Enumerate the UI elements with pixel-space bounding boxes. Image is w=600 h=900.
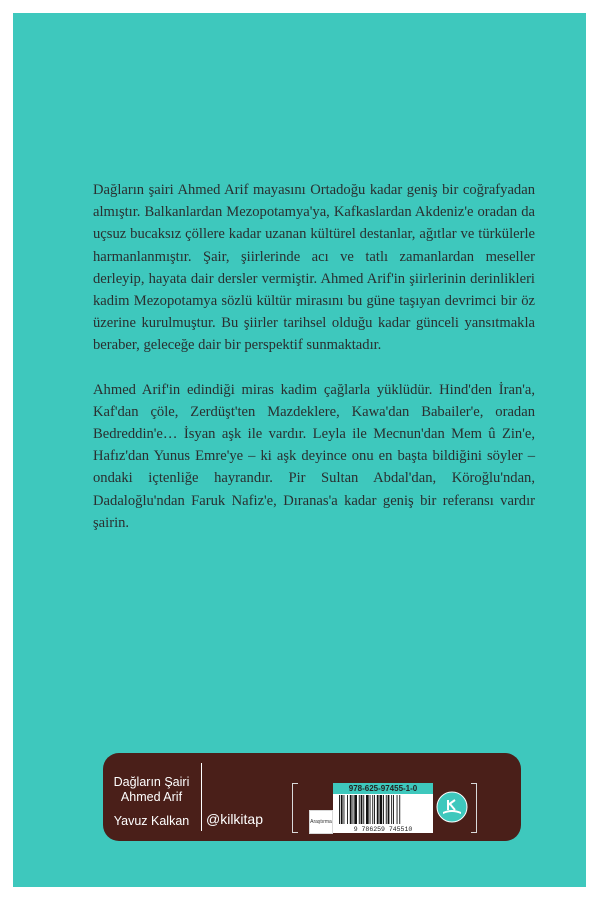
bracket-right (471, 783, 477, 833)
publisher-logo-icon (436, 791, 468, 823)
back-cover (13, 13, 586, 887)
author-name: Yavuz Kalkan (113, 814, 190, 828)
book-title-line-2: Ahmed Arif (120, 790, 183, 804)
barcode-icon (333, 794, 433, 833)
isbn-label: 978-625-97455-1-0 (333, 783, 433, 794)
book-title-line-1: Dağların Şairi (113, 775, 190, 789)
blurb-paragraph-1: Dağların şairi Ahmed Arif mayasını Ortadoğu kadar geniş bir coğrafyadan almıştır. Balkanlardan Mezopotamya'ya, Kafkaslardan Akdeniz'e oradan da uçsuz bucaksız çöllere kadar uzanan kültürel destanlar, ağıtlar ve türkülerle harmanlanmıştır. Şair, şiirlerinde acı ve tatlı zamanlardan meseller derleyip, hayata dair dersler vermiştir. Ahmed Arif'in şiirlerinin derinlikleri kadim Mezopotamya sözlü kültür mirasını bu güne taşıyan devrimci bir öz üzerine kurulmuştur. Bu şiirler tarihsel olduğu kadar günceli yansıtmakla beraber, geleceğe dair bir perspektif sunmaktadır. (93, 182, 535, 354)
category-label: Araştırma (309, 810, 333, 834)
social-handle: @kilkitap (206, 811, 264, 827)
info-bar (103, 753, 521, 841)
book-title (103, 775, 200, 805)
barcode-digits: 9 786259 745510 (353, 826, 413, 833)
bracket-left (292, 783, 298, 833)
blurb (93, 179, 535, 556)
divider (201, 763, 202, 831)
blurb-paragraph-2: Ahmed Arif'in edindiği miras kadim çağlarla yüklüdür. Hind'den İran'a, Kaf'dan çöle, Zerdüşt'ten Mazdeklere, Kawa'dan Babailer'e, oradan Bedreddin'e… İsyan aşk ile vardır. Leyla ile Mecnun'dan Mem û Zin'e, Hafız'dan Yunus Emre'ye – ki aşk deyince onu en başta bildiğini söyler – ondaki içtenliğe hayrandır. Pir Sultan Abdal'dan, Köroğlu'ndan, Dadaloğlu'ndan Faruk Nafiz'e, Dıranas'a kadar geniş bir referansı vardır şairin. (93, 381, 535, 531)
barcode-area (333, 783, 433, 833)
